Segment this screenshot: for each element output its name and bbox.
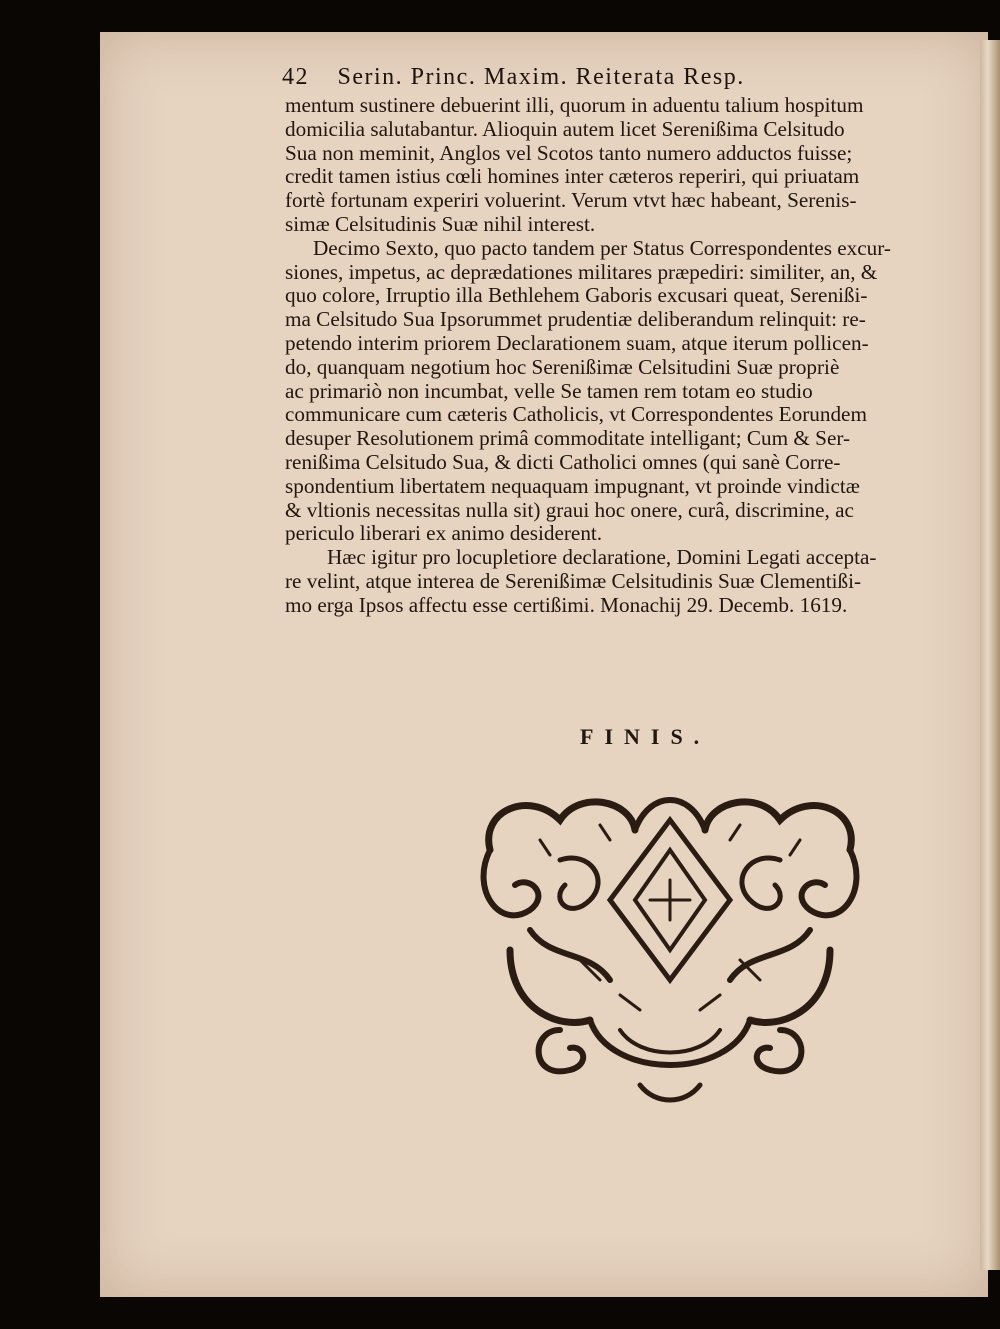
text-line: renißima Celsitudo Sua, & dicti Catholici omnes (qui sanè Corre- <box>285 449 841 474</box>
text-line: credit tamen istius cœli homines inter cæteros reperiri, qui priuatam <box>285 164 860 189</box>
text-line: periculo liberari ex animo desiderent. <box>285 521 603 546</box>
woodcut-ornament <box>470 780 870 1110</box>
text-line: ma Celsitudo Sua Ipsorummet prudentiæ deliberandum relinquit: re- <box>285 307 866 332</box>
finis-label: FINIS. <box>580 724 711 749</box>
text-line: siones, impetus, ac deprædationes militares præpediri: similiter, an, & <box>285 259 878 284</box>
text-line: mentum sustinere debuerint illi, quorum in aduentu talium hospitum <box>285 93 864 117</box>
text-line: domicilia salutabantur. Alioquin autem licet Serenißima Celsitudo <box>285 116 845 141</box>
text-line: mo erga Ipsos affectu esse certißimi. Monachij 29. Decemb. 1619. <box>285 592 848 617</box>
page-number: 42 <box>282 64 309 90</box>
running-head-title: Serin. Princ. Maxim. Reiterata Resp. <box>337 64 745 90</box>
text-line: simæ Celsitudinis Suæ nihil interest. <box>285 211 596 236</box>
body-text <box>285 94 995 618</box>
text-line: spondentium libertatem nequaquam impugnant, vt proinde vindictæ <box>285 473 860 498</box>
text-line: Hæc igitur pro locupletiore declaratione, Domini Legati accepta- <box>327 545 877 570</box>
text-line: petendo interim priorem Declarationem suam, atque iterum pollicen- <box>285 330 869 355</box>
text-line: re velint, atque interea de Serenißimæ Celsitudinis Suæ Clementißi- <box>285 568 862 593</box>
text-line: do, quanquam negotium hoc Serenißimæ Celsitudini Suæ propriè <box>285 354 840 379</box>
text-line: fortè fortunam experiri voluerint. Verum vtvt hæc habeant, Serenis- <box>285 188 857 213</box>
text-line: Sua non meminit, Anglos vel Scotos tanto numero adductos fuisse; <box>285 140 853 165</box>
text-line: Decimo Sexto, quo pacto tandem per Status Correspondentes excur- <box>313 235 891 260</box>
text-line: ac primariò non incumbat, velle Se tamen rem totam eo studio <box>285 378 813 403</box>
text-line: desuper Resolutionem primâ commoditate intelligant; Cum & Ser- <box>285 426 851 451</box>
text-line: & vltionis necessitas nulla sit) graui hoc onere, curâ, discrimine, ac <box>285 497 854 522</box>
running-header <box>282 64 982 91</box>
text-line: communicare cum cæteris Catholicis, vt Correspondentes Eorundem <box>285 402 867 427</box>
text-line: quo colore, Irruptio illa Bethlehem Gaboris excusari queat, Serenißi- <box>285 283 868 308</box>
